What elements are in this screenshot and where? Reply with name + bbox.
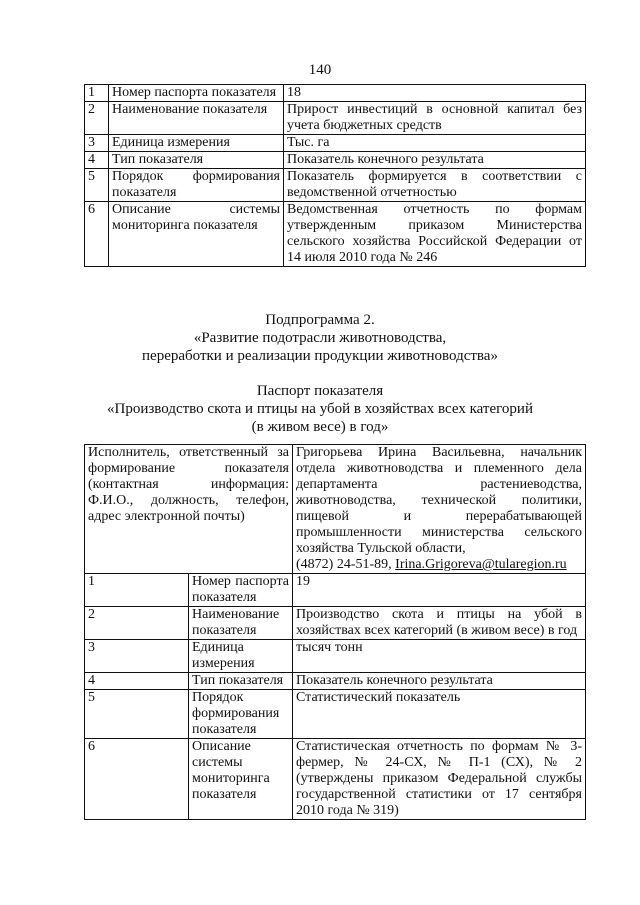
executor-value [293, 445, 586, 574]
table-row [85, 640, 586, 673]
row-value: Показатель конечного результата [284, 152, 586, 169]
row-value: Статистический показатель [293, 690, 586, 739]
row-value: Производство скота и птицы на убой в хозяйствах всех категорий (в живом весе) в год [293, 607, 586, 640]
table-row [85, 102, 586, 135]
table-row [85, 574, 586, 607]
passport-heading [0, 382, 640, 436]
row-number: 6 [85, 739, 189, 820]
table-row [85, 135, 586, 152]
row-number: 5 [85, 169, 109, 202]
row-number: 4 [85, 152, 109, 169]
executor-phone: (4872) 24-51-89, [296, 557, 392, 572]
executor-label: Исполнитель, ответственный за формирование показателя (контактная информация: Ф.И.О., должность, телефон, адрес электронной почты) [85, 445, 293, 574]
table-row [85, 169, 586, 202]
row-label: Тип показателя [109, 152, 284, 169]
row-value: Показатель формируется в соответствии с ведомственной отчетностью [284, 169, 586, 202]
table-row [85, 690, 586, 739]
table-row [85, 673, 586, 690]
row-label: Описание системы мониторинга показателя [109, 202, 284, 267]
row-value: Статистическая отчетность по формам № 3-фермер, № 24-СХ, № П-1 (СХ), № 2 (утверждены приказом Федеральной службы государственной статистики от 17 сентября 2010 года № 319) [293, 739, 586, 820]
table-row [85, 607, 586, 640]
row-label: Порядок формирования показателя [189, 690, 293, 739]
indicator-passport-table-18 [84, 84, 586, 267]
row-label: Номер паспорта показателя [109, 85, 284, 102]
subprogram-number: Подпрограмма 2. [265, 312, 375, 328]
row-label: Наименование показателя [189, 607, 293, 640]
row-number: 4 [85, 673, 189, 690]
subprogram-title-line1: «Развитие подотрасли животноводства, [193, 330, 447, 346]
row-value: Прирост инвестиций в основной капитал без учета бюджетных средств [284, 102, 586, 135]
row-number: 2 [85, 607, 189, 640]
row-value: Ведомственная отчетность по формам утвержденным приказом Министерства сельского хозяйства Российской Федерации от 14 июля 2010 года № 246 [284, 202, 586, 267]
row-number: 5 [85, 690, 189, 739]
row-number: 1 [85, 85, 109, 102]
row-label: Номер паспорта показателя [189, 574, 293, 607]
row-value: Показатель конечного результата [293, 673, 586, 690]
indicator-passport-table-19 [84, 444, 586, 820]
passport-title-line1: «Производство скота и птицы на убой в хозяйствах всех категорий [107, 401, 533, 417]
row-label: Описание системы мониторинга показателя [189, 739, 293, 820]
row-value: тысяч тонн [293, 640, 586, 673]
subprogram-title-line2: переработки и реализации продукции животноводства» [142, 348, 498, 364]
executor-email-link[interactable]: Irina.Grigoreva@tularegion.ru [395, 557, 567, 572]
row-label: Единица измерения [189, 640, 293, 673]
subprogram-heading [0, 311, 640, 365]
executor-details: Григорьева Ирина Васильевна, начальник отдела животноводства и племенного дела департамента растениеводства, животноводства, технической политики, пищевой и перерабатывающей промышленности министерства сельского хозяйства Тульской области, [296, 445, 582, 556]
row-number: 1 [85, 574, 189, 607]
table-row [85, 152, 586, 169]
row-number: 3 [85, 640, 189, 673]
table-row [85, 202, 586, 267]
row-number: 3 [85, 135, 109, 152]
row-label: Тип показателя [189, 673, 293, 690]
row-value: Тыс. га [284, 135, 586, 152]
row-number: 2 [85, 102, 109, 135]
table-row [85, 85, 586, 102]
passport-label: Паспорт показателя [256, 383, 384, 399]
row-value: 19 [293, 574, 586, 607]
row-label: Наименование показателя [109, 102, 284, 135]
page-number: 140 [308, 62, 332, 78]
row-number: 6 [85, 202, 109, 267]
table-row [85, 739, 586, 820]
row-label: Единица измерения [109, 135, 284, 152]
row-label: Порядок формирования показателя [109, 169, 284, 202]
executor-row [85, 445, 586, 574]
row-value: 18 [284, 85, 586, 102]
passport-title-line2: (в живом весе) в год» [251, 419, 389, 435]
